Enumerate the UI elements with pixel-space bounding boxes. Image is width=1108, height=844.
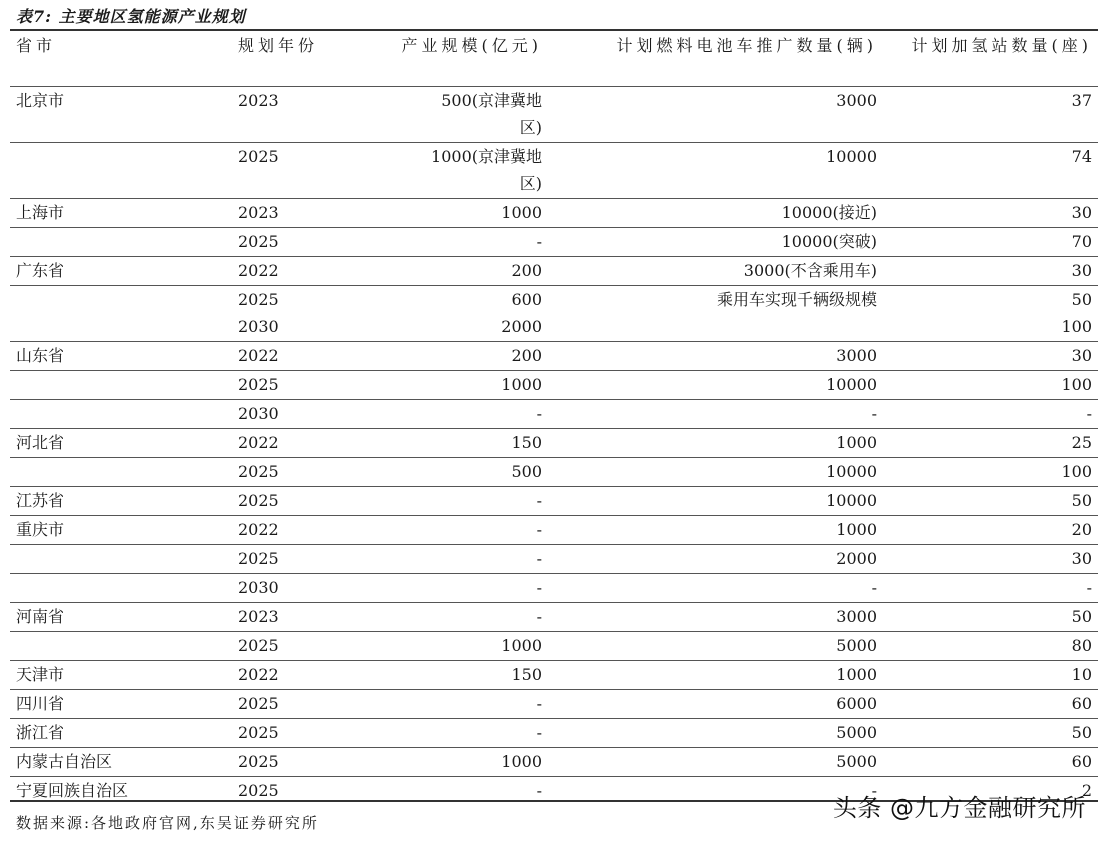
cell-region: 广东省 bbox=[10, 256, 232, 285]
table-row bbox=[10, 256, 1098, 285]
cell-scale: - bbox=[342, 718, 548, 747]
cell-year: 2025 bbox=[232, 486, 342, 515]
cell-region bbox=[10, 457, 232, 486]
cell-stations: 60 bbox=[883, 689, 1098, 718]
cell-stations: - bbox=[883, 399, 1098, 428]
cell-region bbox=[10, 142, 232, 198]
cell-region: 天津市 bbox=[10, 660, 232, 689]
cell-year: 2030 bbox=[232, 573, 342, 602]
header-vehicles: 计划燃料电池车推广数量(辆) bbox=[616, 36, 877, 55]
cell-stations: 37 bbox=[883, 86, 1098, 142]
table-row bbox=[10, 718, 1098, 747]
cell-scale: - bbox=[342, 544, 548, 573]
table-body bbox=[10, 86, 1098, 805]
cell-year: 2025 2030 bbox=[232, 285, 342, 341]
table-title: 表7: 主要地区氢能源产业规划 bbox=[16, 7, 246, 26]
cell-vehicles: 2000 bbox=[548, 544, 883, 573]
cell-vehicles: 3000 bbox=[548, 86, 883, 142]
cell-vehicles: 5000 bbox=[548, 747, 883, 776]
table-row bbox=[10, 86, 1098, 142]
cell-scale: 500 bbox=[342, 457, 548, 486]
table-row bbox=[10, 370, 1098, 399]
cell-vehicles: 3000(不含乘用车) bbox=[548, 256, 883, 285]
table-row bbox=[10, 602, 1098, 631]
cell-year: 2022 bbox=[232, 515, 342, 544]
table-row bbox=[10, 399, 1098, 428]
cell-scale: 1000 bbox=[342, 631, 548, 660]
cell-region: 浙江省 bbox=[10, 718, 232, 747]
cell-stations: 30 bbox=[883, 256, 1098, 285]
table-row bbox=[10, 285, 1098, 341]
cell-year: 2025 bbox=[232, 747, 342, 776]
cell-vehicles: 5000 bbox=[548, 631, 883, 660]
cell-stations: 100 bbox=[883, 457, 1098, 486]
cell-scale: 150 bbox=[342, 660, 548, 689]
cell-stations: 2 bbox=[883, 776, 1098, 805]
cell-region: 重庆市 bbox=[10, 515, 232, 544]
cell-stations: - bbox=[883, 573, 1098, 602]
table-row bbox=[10, 428, 1098, 457]
cell-scale: 1000 bbox=[342, 747, 548, 776]
cell-scale: - bbox=[342, 689, 548, 718]
cell-stations: 50 100 bbox=[883, 285, 1098, 341]
cell-region: 内蒙古自治区 bbox=[10, 747, 232, 776]
cell-scale: 150 bbox=[342, 428, 548, 457]
cell-year: 2025 bbox=[232, 227, 342, 256]
cell-region: 宁夏回族自治区 bbox=[10, 776, 232, 805]
cell-vehicles: 6000 bbox=[548, 689, 883, 718]
cell-scale: 1000 bbox=[342, 198, 548, 227]
cell-vehicles: 10000(接近) bbox=[548, 198, 883, 227]
cell-vehicles: 10000 bbox=[548, 486, 883, 515]
cell-vehicles: 1000 bbox=[548, 515, 883, 544]
cell-year: 2025 bbox=[232, 776, 342, 805]
cell-scale: - bbox=[342, 776, 548, 805]
cell-stations: 30 bbox=[883, 544, 1098, 573]
cell-vehicles: 乘用车实现千辆级规模 bbox=[548, 285, 883, 341]
cell-stations: 60 bbox=[883, 747, 1098, 776]
cell-scale: - bbox=[342, 399, 548, 428]
cell-vehicles: 3000 bbox=[548, 602, 883, 631]
cell-scale: - bbox=[342, 227, 548, 256]
cell-vehicles: - bbox=[548, 776, 883, 805]
cell-vehicles: 10000 bbox=[548, 457, 883, 486]
cell-region bbox=[10, 285, 232, 341]
cell-region: 河南省 bbox=[10, 602, 232, 631]
table-row bbox=[10, 341, 1098, 370]
table-row bbox=[10, 457, 1098, 486]
cell-region bbox=[10, 399, 232, 428]
cell-vehicles: 3000 bbox=[548, 341, 883, 370]
source-note: 数据来源:各地政府官网,东吴证券研究所 bbox=[16, 814, 319, 832]
cell-stations: 74 bbox=[883, 142, 1098, 198]
cell-stations: 20 bbox=[883, 515, 1098, 544]
cell-stations: 30 bbox=[883, 341, 1098, 370]
cell-stations: 50 bbox=[883, 602, 1098, 631]
cell-stations: 50 bbox=[883, 718, 1098, 747]
cell-stations: 80 bbox=[883, 631, 1098, 660]
cell-scale: 1000(京津冀地 区) bbox=[342, 142, 548, 198]
cell-scale: 200 bbox=[342, 341, 548, 370]
cell-vehicles: 10000 bbox=[548, 370, 883, 399]
cell-region bbox=[10, 573, 232, 602]
cell-stations: 25 bbox=[883, 428, 1098, 457]
cell-stations: 30 bbox=[883, 198, 1098, 227]
cell-scale: 200 bbox=[342, 256, 548, 285]
cell-vehicles: 10000 bbox=[548, 142, 883, 198]
table-row bbox=[10, 515, 1098, 544]
cell-year: 2022 bbox=[232, 660, 342, 689]
cell-vehicles: 1000 bbox=[548, 428, 883, 457]
cell-year: 2025 bbox=[232, 689, 342, 718]
table-row bbox=[10, 142, 1098, 198]
cell-vehicles: 1000 bbox=[548, 660, 883, 689]
cell-year: 2025 bbox=[232, 142, 342, 198]
cell-scale: - bbox=[342, 515, 548, 544]
cell-region: 山东省 bbox=[10, 341, 232, 370]
table-row bbox=[10, 198, 1098, 227]
header-stations: 计划加氢站数量(座) bbox=[911, 36, 1092, 55]
cell-region bbox=[10, 631, 232, 660]
cell-region bbox=[10, 544, 232, 573]
cell-year: 2022 bbox=[232, 341, 342, 370]
table-row bbox=[10, 544, 1098, 573]
cell-year: 2025 bbox=[232, 718, 342, 747]
table-row bbox=[10, 689, 1098, 718]
cell-year: 2023 bbox=[232, 602, 342, 631]
cell-region bbox=[10, 370, 232, 399]
table-row bbox=[10, 631, 1098, 660]
cell-region: 北京市 bbox=[10, 86, 232, 142]
cell-vehicles: 5000 bbox=[548, 718, 883, 747]
cell-scale: - bbox=[342, 486, 548, 515]
header-row bbox=[10, 30, 1098, 86]
cell-year: 2025 bbox=[232, 457, 342, 486]
cell-year: 2025 bbox=[232, 631, 342, 660]
cell-region: 河北省 bbox=[10, 428, 232, 457]
header-year: 规划年份 bbox=[238, 36, 319, 55]
cell-scale: 1000 bbox=[342, 370, 548, 399]
cell-stations: 50 bbox=[883, 486, 1098, 515]
cell-vehicles: 10000(突破) bbox=[548, 227, 883, 256]
watermark: 头条 @九方金融研究所 bbox=[832, 794, 1086, 822]
cell-region bbox=[10, 227, 232, 256]
header-region: 省市 bbox=[16, 36, 57, 55]
cell-scale: 500(京津冀地 区) bbox=[342, 86, 548, 142]
table-row bbox=[10, 227, 1098, 256]
cell-year: 2022 bbox=[232, 428, 342, 457]
cell-stations: 100 bbox=[883, 370, 1098, 399]
cell-scale: - bbox=[342, 573, 548, 602]
cell-region: 四川省 bbox=[10, 689, 232, 718]
header-scale: 产业规模(亿元) bbox=[401, 36, 542, 55]
table-row bbox=[10, 486, 1098, 515]
table-row bbox=[10, 747, 1098, 776]
cell-region: 江苏省 bbox=[10, 486, 232, 515]
cell-region: 上海市 bbox=[10, 198, 232, 227]
cell-vehicles: - bbox=[548, 573, 883, 602]
cell-year: 2025 bbox=[232, 370, 342, 399]
hydrogen-plan-table bbox=[10, 30, 1098, 805]
cell-year: 2023 bbox=[232, 198, 342, 227]
cell-scale: - bbox=[342, 602, 548, 631]
table-row bbox=[10, 573, 1098, 602]
cell-year: 2030 bbox=[232, 399, 342, 428]
table-row bbox=[10, 660, 1098, 689]
cell-vehicles: - bbox=[548, 399, 883, 428]
cell-year: 2022 bbox=[232, 256, 342, 285]
cell-year: 2025 bbox=[232, 544, 342, 573]
cell-stations: 10 bbox=[883, 660, 1098, 689]
cell-scale: 600 2000 bbox=[342, 285, 548, 341]
cell-year: 2023 bbox=[232, 86, 342, 142]
cell-stations: 70 bbox=[883, 227, 1098, 256]
